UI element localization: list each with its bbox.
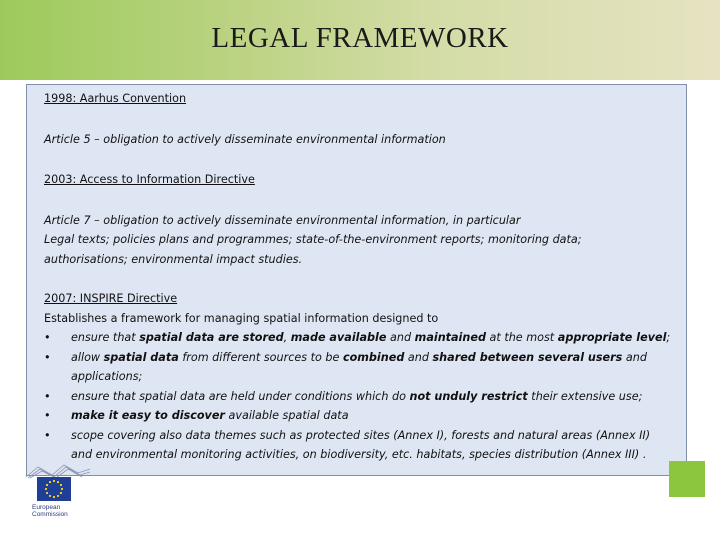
bullet-marker: • <box>44 428 51 442</box>
directive-2003-detail-1: Legal texts; policies plans and programmes; state-of-the-environment reports; monitoring data; <box>44 233 582 246</box>
flag-star <box>49 495 51 497</box>
flag-star <box>49 481 51 483</box>
slide-title: LEGAL FRAMEWORK <box>211 22 509 54</box>
bullet-text: at the most <box>485 331 558 344</box>
bullet-marker: • <box>44 331 51 344</box>
emphasis-text: make it easy to discover <box>71 409 225 422</box>
flag-star <box>60 492 62 494</box>
flag-star <box>46 492 48 494</box>
bullet-text: ensure that <box>71 331 140 344</box>
emphasis-text: not unduly restrict <box>409 389 528 403</box>
european-commission-logo <box>22 463 94 525</box>
title-bar <box>0 0 720 80</box>
bullet-text: and <box>386 331 415 344</box>
directive-2003-detail-2: authorisations; environmental impact studies. <box>44 252 303 266</box>
flag-star <box>57 495 59 497</box>
bullet-marker: • <box>44 409 51 422</box>
bullet-text: their extensive use; <box>527 389 643 403</box>
accent-square <box>669 461 705 497</box>
aarhus-heading: 1998: Aarhus Convention <box>44 92 187 105</box>
logo-line-1: European <box>32 504 61 511</box>
directive-2003-article: Article 7 – obligation to actively disseminate environmental information, in particular <box>44 213 521 227</box>
bullet-marker: • <box>44 350 51 364</box>
flag-star <box>61 488 63 490</box>
inspire-bullet <box>44 328 674 348</box>
bullet-text: available spatial data <box>224 409 349 422</box>
aarhus-article: Article 5 – obligation to actively disseminate environmental information <box>44 132 446 146</box>
emphasis-text: spatial data <box>103 350 179 364</box>
emphasis-text: combined <box>342 350 405 364</box>
flag-star <box>53 496 55 498</box>
flag-star <box>53 480 55 482</box>
bullet-text: , <box>283 331 291 344</box>
inspire-bullet <box>44 348 674 387</box>
flag-star <box>46 484 48 486</box>
bullet-marker: • <box>44 389 51 403</box>
emphasis-text: made available <box>290 331 387 344</box>
directive-2003-heading: 2003: Access to Information Directive <box>44 173 255 186</box>
flag-star <box>60 484 62 486</box>
logo-line-2: Commission <box>32 511 68 518</box>
emphasis-text: spatial data are stored <box>139 331 284 344</box>
logo-text <box>32 504 68 518</box>
inspire-bullet <box>44 426 674 465</box>
bullet-text: allow <box>71 350 104 364</box>
inspire-intro: Establishes a framework for managing spatial information designed to <box>44 311 439 325</box>
bullet-text: and <box>404 350 433 364</box>
bullet-text: scope covering also data themes such as protected sites (Annex I), forests and natural areas (Annex II) and environmental monitoring activities, on biodiversity, etc. habitats, species distribution (Annex III) . <box>71 428 651 461</box>
bullet-text: from different sources to be <box>178 350 343 364</box>
bullet-text: ; <box>666 331 671 344</box>
emphasis-text: shared between several users <box>432 350 623 364</box>
inspire-heading: 2007: INSPIRE Directive <box>44 292 178 305</box>
flag-star <box>57 481 59 483</box>
content-text <box>44 89 674 465</box>
inspire-bullet-list <box>44 328 674 465</box>
eu-flag-icon <box>37 477 71 501</box>
flag-star <box>45 488 47 490</box>
bullet-text: and applications; <box>71 350 647 383</box>
bullet-text: ensure that spatial data are held under conditions which do <box>71 389 410 403</box>
inspire-bullet <box>44 406 674 426</box>
inspire-bullet <box>44 387 674 407</box>
content-box <box>26 84 687 476</box>
emphasis-text: appropriate level <box>557 331 667 344</box>
emphasis-text: maintained <box>414 331 486 344</box>
